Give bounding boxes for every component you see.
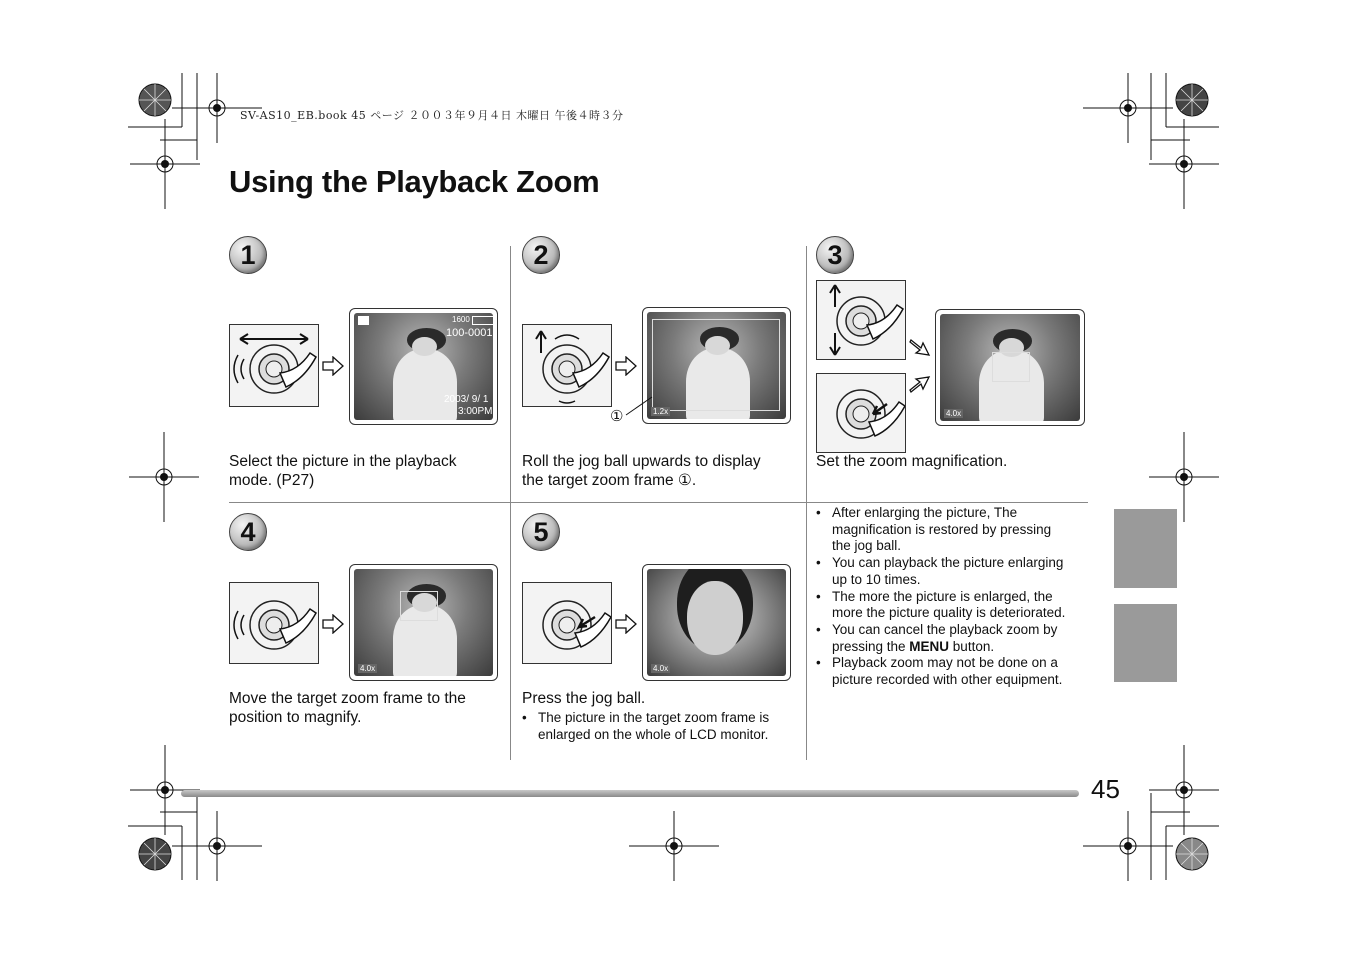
resolution-label: 1600	[452, 315, 470, 324]
target-zoom-frame	[652, 319, 780, 411]
note-1-line-2: magnification is restored by pressing	[832, 521, 1052, 537]
step-3-camera-press	[816, 373, 906, 453]
note-5-line-2: picture recorded with other equipment.	[832, 672, 1063, 688]
step-5-camera-illustration	[522, 582, 612, 664]
step-4-line-1: Move the target zoom frame to the	[229, 690, 466, 707]
menu-button-label: MENU	[909, 638, 950, 654]
step-4-line-2: position to magnify.	[229, 708, 362, 726]
callout-number: ①	[610, 408, 624, 425]
column-divider-1	[510, 246, 511, 760]
step-3-arrow-down-icon	[909, 337, 931, 357]
step-2-text	[522, 453, 761, 490]
section-tab-upper	[1114, 509, 1177, 588]
step-5-bullet-line-1: • The picture in the target zoom frame is	[538, 710, 770, 725]
step-2-line-1: Roll the jog ball upwards to display	[522, 453, 761, 470]
jog-ball-press-icon	[817, 374, 905, 452]
step-1-arrow-icon	[322, 356, 344, 376]
zoom-label-step-2: 1.2x	[653, 407, 669, 416]
time-label: 3:00PM	[458, 406, 493, 417]
note-item	[816, 555, 1065, 588]
date-label: 2003/ 9/ 1	[444, 394, 489, 405]
page-title: Using the Playback Zoom	[229, 164, 600, 199]
step-3-camera-up-down	[816, 280, 906, 360]
book-header-line: SV-AS10_EB.book 45 ページ ２００３年９月４日 木曜日 午後４時３分	[240, 109, 624, 122]
jog-ball-roll-icon	[230, 583, 318, 663]
step-4-text	[229, 690, 466, 727]
enlarged-face	[687, 581, 743, 655]
jog-ball-press-icon-2	[523, 583, 611, 663]
callout-line	[620, 395, 660, 428]
step-2-lcd-preview	[642, 307, 791, 424]
step-2-camera-illustration	[522, 324, 612, 407]
note-5-line-1: • Playback zoom may not be done on a	[832, 655, 1058, 671]
target-zoom-frame-moved	[400, 591, 438, 621]
note-1-line-3: the jog ball.	[832, 538, 902, 554]
note-item	[816, 622, 1065, 655]
step-4-arrow-icon	[322, 614, 344, 634]
note-4-line-2: pressing the MENU button.	[832, 638, 995, 654]
step-1-line-2: mode. (P27)	[229, 471, 315, 489]
step-5-number: 5	[522, 513, 560, 551]
step-5-bullet	[522, 710, 769, 743]
step-2-line-2: the target zoom frame ①.	[522, 471, 697, 489]
step-2-arrow-icon	[615, 356, 637, 376]
note-3-line-1: • The more the picture is enlarged, the	[832, 588, 1053, 604]
step-2-number: 2	[522, 236, 560, 274]
step-1-line-1: Select the picture in the playback	[229, 453, 457, 470]
notes-list	[816, 505, 1065, 689]
zoom-label-step-3: 4.0x	[946, 409, 962, 418]
jog-ball-up-down-icon	[817, 281, 905, 359]
note-2-line-1: • You can playback the picture enlarging	[832, 555, 1064, 571]
jog-ball-left-right-icon	[230, 325, 318, 406]
zoom-label-step-5: 4.0x	[653, 664, 669, 673]
step-5-arrow-icon	[615, 614, 637, 634]
note-1-line-1: • After enlarging the picture, The	[832, 505, 1018, 520]
step-1-camera-illustration	[229, 324, 319, 407]
jog-ball-up-icon	[523, 325, 611, 406]
note-item	[816, 505, 1065, 555]
page-number: 45	[1091, 774, 1120, 804]
column-divider-2	[806, 246, 807, 760]
row-divider	[229, 502, 1088, 503]
target-zoom-frame-small	[992, 352, 1030, 382]
step-5-bullet-line-2: enlarged on the whole of LCD monitor.	[538, 726, 769, 742]
step-3-number: 3	[816, 236, 854, 274]
note-item	[816, 655, 1065, 688]
section-tab-lower	[1114, 604, 1177, 682]
step-5-bullets	[522, 710, 769, 743]
step-1-text	[229, 453, 456, 490]
step-3-arrow-up-icon	[909, 375, 931, 395]
battery-icon	[472, 316, 493, 325]
step-3-text: Set the zoom magnification.	[816, 453, 1008, 470]
step-1-number: 1	[229, 236, 267, 274]
step-3-lcd-preview	[935, 309, 1085, 426]
note-item	[816, 589, 1065, 622]
footer-rule	[181, 790, 1079, 797]
step-4-lcd-preview	[349, 564, 498, 681]
note-3-line-2: more the picture quality is deteriorated.	[832, 605, 1066, 621]
zoom-label-step-4: 4.0x	[360, 664, 376, 673]
step-5-lcd-preview	[642, 564, 791, 681]
playback-mode-icon	[358, 316, 369, 325]
note-2-line-2: up to 10 times.	[832, 571, 921, 587]
step-1-lcd-preview	[349, 308, 498, 425]
step-5-text: Press the jog ball.	[522, 690, 646, 707]
file-number: 100-0001	[446, 327, 493, 339]
step-4-number: 4	[229, 513, 267, 551]
note-4-line-1: • You can cancel the playback zoom by	[832, 621, 1058, 637]
step-4-camera-illustration	[229, 582, 319, 664]
